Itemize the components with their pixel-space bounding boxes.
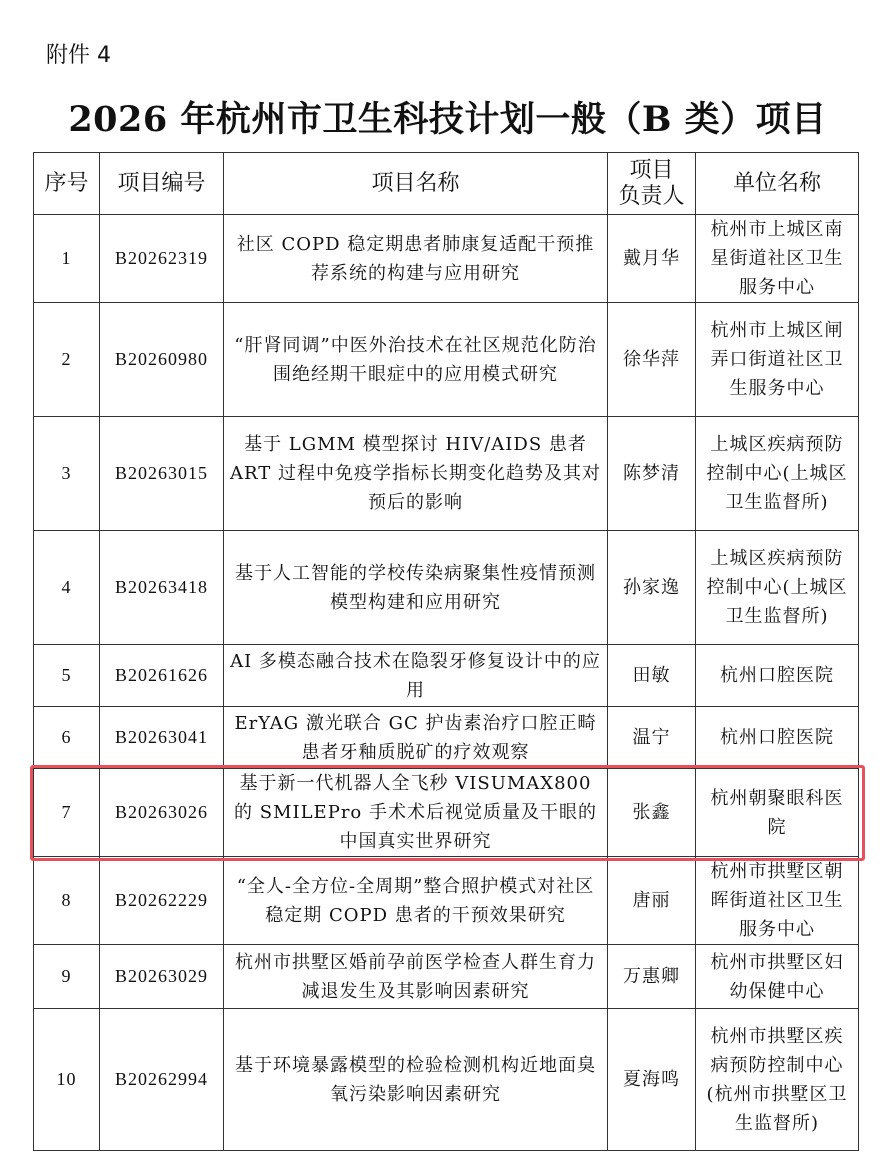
project-name: ErYAG 激光联合 GC 护齿素治疗口腔正畸患者牙釉质脱矿的疗效观察 xyxy=(224,707,608,769)
header-leader xyxy=(608,153,696,215)
project-name: AI 多模态融合技术在隐裂牙修复设计中的应用 xyxy=(224,645,608,707)
table-row xyxy=(34,215,859,303)
table-row xyxy=(34,945,859,1009)
project-code: B20260980 xyxy=(100,303,224,417)
unit-name: 杭州口腔医院 xyxy=(696,645,859,707)
header-code: 项目编号 xyxy=(100,153,224,215)
unit-name: 杭州市拱墅区妇幼保健中心 xyxy=(696,945,859,1009)
unit-name: 杭州市上城区闸弄口街道社区卫生服务中心 xyxy=(696,303,859,417)
project-leader: 徐华萍 xyxy=(608,303,696,417)
row-index: 7 xyxy=(34,769,100,857)
document-title: 2026 年杭州市卫生科技计划一般（B 类）项目 xyxy=(68,99,827,140)
project-name: 基于人工智能的学校传染病聚集性疫情预测模型构建和应用研究 xyxy=(224,531,608,645)
unit-name: 杭州市拱墅区疾病预防控制中心(杭州市拱墅区卫生监督所) xyxy=(696,1009,859,1151)
project-name: “肝肾同调”中医外治技术在社区规范化防治围绝经期干眼症中的应用模式研究 xyxy=(224,303,608,417)
row-index: 10 xyxy=(34,1009,100,1151)
header-name: 项目名称 xyxy=(224,153,608,215)
unit-name: 杭州市拱墅区朝晖街道社区卫生服务中心 xyxy=(696,857,859,945)
row-index: 6 xyxy=(34,707,100,769)
project-leader: 田敏 xyxy=(608,645,696,707)
project-name: 基于环境暴露模型的检验检测机构近地面臭氧污染影响因素研究 xyxy=(224,1009,608,1151)
row-index: 4 xyxy=(34,531,100,645)
project-name: 社区 COPD 稳定期患者肺康复适配干预推荐系统的构建与应用研究 xyxy=(224,215,608,303)
project-leader: 温宁 xyxy=(608,707,696,769)
row-index: 8 xyxy=(34,857,100,945)
unit-name: 杭州口腔医院 xyxy=(696,707,859,769)
table-row xyxy=(34,303,859,417)
project-code: B20262994 xyxy=(100,1009,224,1151)
project-leader: 万惠卿 xyxy=(608,945,696,1009)
project-leader: 陈梦清 xyxy=(608,417,696,531)
unit-name: 上城区疾病预防控制中心(上城区卫生监督所) xyxy=(696,531,859,645)
row-index: 5 xyxy=(34,645,100,707)
project-code: B20262229 xyxy=(100,857,224,945)
unit-name: 杭州市上城区南星街道社区卫生服务中心 xyxy=(696,215,859,303)
project-name: 基于 LGMM 模型探讨 HIV/AIDS 患者 ART 过程中免疫学指标长期变化趋势及其对预后的影响 xyxy=(224,417,608,531)
table-row xyxy=(34,531,859,645)
project-name: 基于新一代机器人全飞秒 VISUMAX800 的 SMILEPro 手术术后视觉质量及干眼的中国真实世界研究 xyxy=(224,769,608,857)
header-index: 序号 xyxy=(34,153,100,215)
project-code: B20263041 xyxy=(100,707,224,769)
attachment-label: 附件 4 xyxy=(46,43,111,68)
header-unit: 单位名称 xyxy=(696,153,859,215)
table-row xyxy=(34,645,859,707)
unit-name: 上城区疾病预防控制中心(上城区卫生监督所) xyxy=(696,417,859,531)
project-leader: 戴月华 xyxy=(608,215,696,303)
table-row-highlighted xyxy=(34,769,859,857)
table-row xyxy=(34,707,859,769)
header-leader-line1: 项目 xyxy=(629,157,674,183)
unit-name: 杭州朝聚眼科医院 xyxy=(696,769,859,857)
row-index: 9 xyxy=(34,945,100,1009)
project-code: B20263026 xyxy=(100,769,224,857)
project-code: B20262319 xyxy=(100,215,224,303)
project-code: B20261626 xyxy=(100,645,224,707)
project-leader: 孙家逸 xyxy=(608,531,696,645)
row-index: 2 xyxy=(34,303,100,417)
project-leader: 唐丽 xyxy=(608,857,696,945)
table-row xyxy=(34,1009,859,1151)
project-name: “全人-全方位-全周期”整合照护模式对社区稳定期 COPD 患者的干预效果研究 xyxy=(224,857,608,945)
project-leader: 夏海鸣 xyxy=(608,1009,696,1151)
row-index: 3 xyxy=(34,417,100,531)
table-header-row xyxy=(34,153,859,215)
project-code: B20263015 xyxy=(100,417,224,531)
project-name: 杭州市拱墅区婚前孕前医学检查人群生育力减退发生及其影响因素研究 xyxy=(224,945,608,1009)
header-leader-line2: 负责人 xyxy=(618,183,685,209)
project-leader: 张鑫 xyxy=(608,769,696,857)
table-row xyxy=(34,857,859,945)
project-table xyxy=(33,152,859,1151)
row-index: 1 xyxy=(34,215,100,303)
table-row xyxy=(34,417,859,531)
project-code: B20263418 xyxy=(100,531,224,645)
project-code: B20263029 xyxy=(100,945,224,1009)
